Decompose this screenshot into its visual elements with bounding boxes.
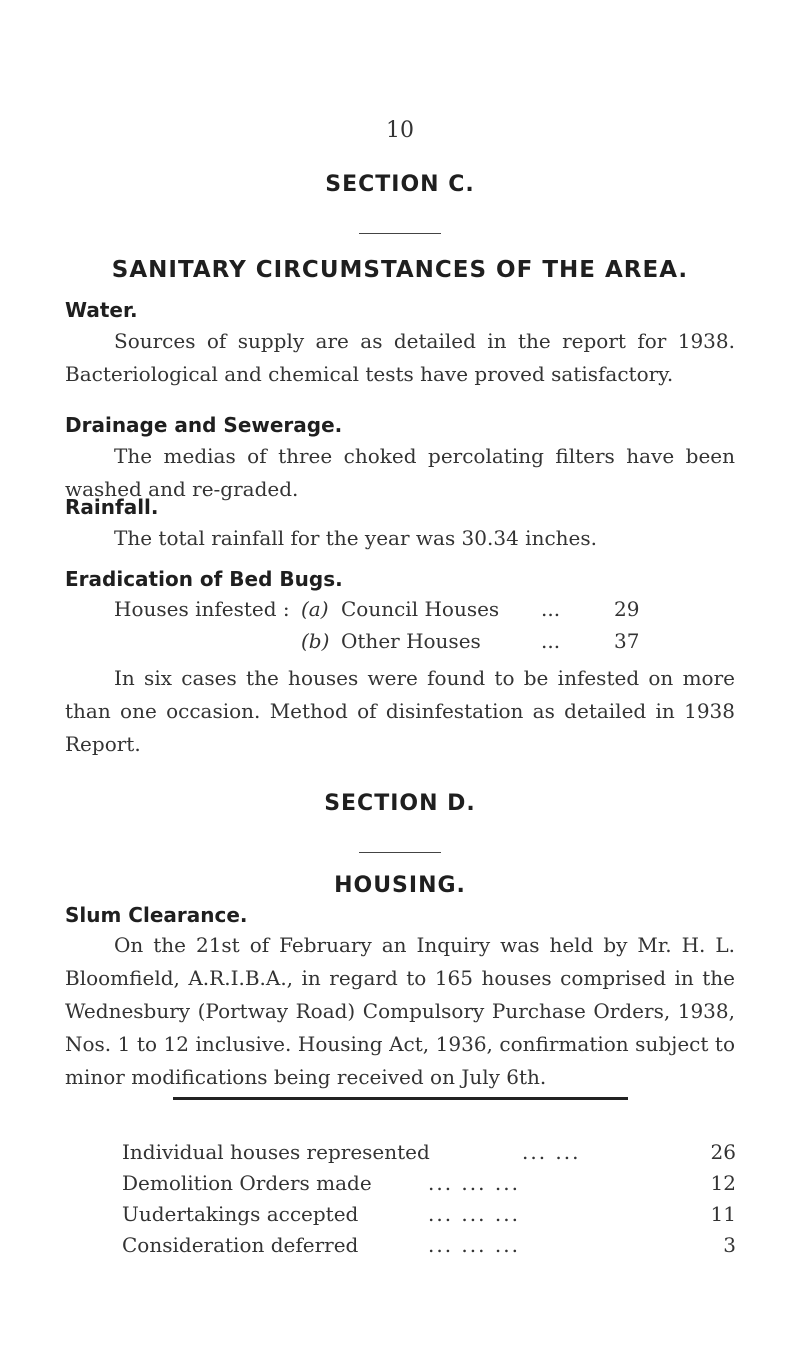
stat-dots: ... ... ... <box>428 1233 520 1257</box>
stat-dots: ... ... ... <box>428 1202 520 1226</box>
bed-bugs-label: Council Houses <box>341 597 500 621</box>
stat-label: Uudertakings accepted <box>122 1202 359 1226</box>
stat-value: 3 <box>723 1233 736 1257</box>
bed-bugs-dots: ... <box>541 597 561 621</box>
water-heading: Water. <box>65 298 138 322</box>
stat-row <box>122 1233 736 1263</box>
section-d-divider <box>359 852 441 853</box>
section-c-heading: SECTION C. <box>325 172 475 197</box>
stat-label: Consideration deferred <box>122 1233 359 1257</box>
water-text: Sources of supply are as detailed in the report for 1938. Bacteriological and chemical tests have proved satisfactory. <box>65 329 735 386</box>
stat-row <box>122 1202 736 1232</box>
stat-value: 12 <box>710 1171 736 1195</box>
stat-label: Demolition Orders made <box>122 1171 372 1195</box>
bed-bugs-text: In six cases the houses were found to be infested on more than one occasion. Method of disinfestation as detailed in 1938 Report. <box>65 666 735 756</box>
bed-bugs-marker: (a) <box>301 597 329 621</box>
drainage-paragraph <box>65 440 735 506</box>
bed-bugs-row <box>114 597 734 627</box>
bed-bugs-label: Other Houses <box>341 629 481 653</box>
rainfall-text: The total rainfall for the year was 30.34 inches. <box>114 526 597 550</box>
slum-clearance-text: On the 21st of February an Inquiry was held by Mr. H. L. Bloomfield, A.R.I.B.A., in regard to 165 houses comprised in the Wednesbury (Portway Road) Compulsory Purchase Orders, 1938, Nos. 1 to 12 inclusive. Housing Act, 1936, confirmation subject to minor modifications being received on July 6th. <box>65 933 735 1089</box>
bed-bugs-row <box>114 629 734 659</box>
rainfall-paragraph <box>65 522 735 555</box>
section-d-title: HOUSING. <box>334 873 466 898</box>
water-paragraph <box>65 325 735 391</box>
bed-bugs-heading: Eradication of Bed Bugs. <box>65 567 343 591</box>
stat-row <box>122 1140 736 1170</box>
bed-bugs-dots: ... <box>541 629 561 653</box>
section-c-divider <box>359 233 441 234</box>
bed-bugs-lead: Houses infested : <box>114 597 290 621</box>
page-number: 10 <box>386 118 414 143</box>
drainage-heading: Drainage and Sewerage. <box>65 413 343 437</box>
drainage-text: The medias of three choked percolating filters have been washed and re-graded. <box>65 444 735 501</box>
slum-clearance-heading: Slum Clearance. <box>65 903 248 927</box>
stat-dots: ... ... ... <box>428 1171 520 1195</box>
section-d-heading: SECTION D. <box>324 791 476 816</box>
section-c-title: SANITARY CIRCUMSTANCES OF THE AREA. <box>111 257 689 283</box>
stats-divider <box>173 1097 628 1100</box>
stat-row <box>122 1171 736 1201</box>
stat-value: 26 <box>710 1140 736 1164</box>
stat-label: Individual houses represented <box>122 1140 430 1164</box>
bed-bugs-value: 37 <box>614 629 640 653</box>
bed-bugs-paragraph <box>65 662 735 761</box>
stat-dots: ... ... <box>522 1140 581 1164</box>
rainfall-heading: Rainfall. <box>65 495 159 519</box>
bed-bugs-marker: (b) <box>301 629 330 653</box>
bed-bugs-value: 29 <box>614 597 640 621</box>
slum-clearance-paragraph <box>65 929 735 1094</box>
stat-value: 11 <box>710 1202 736 1226</box>
